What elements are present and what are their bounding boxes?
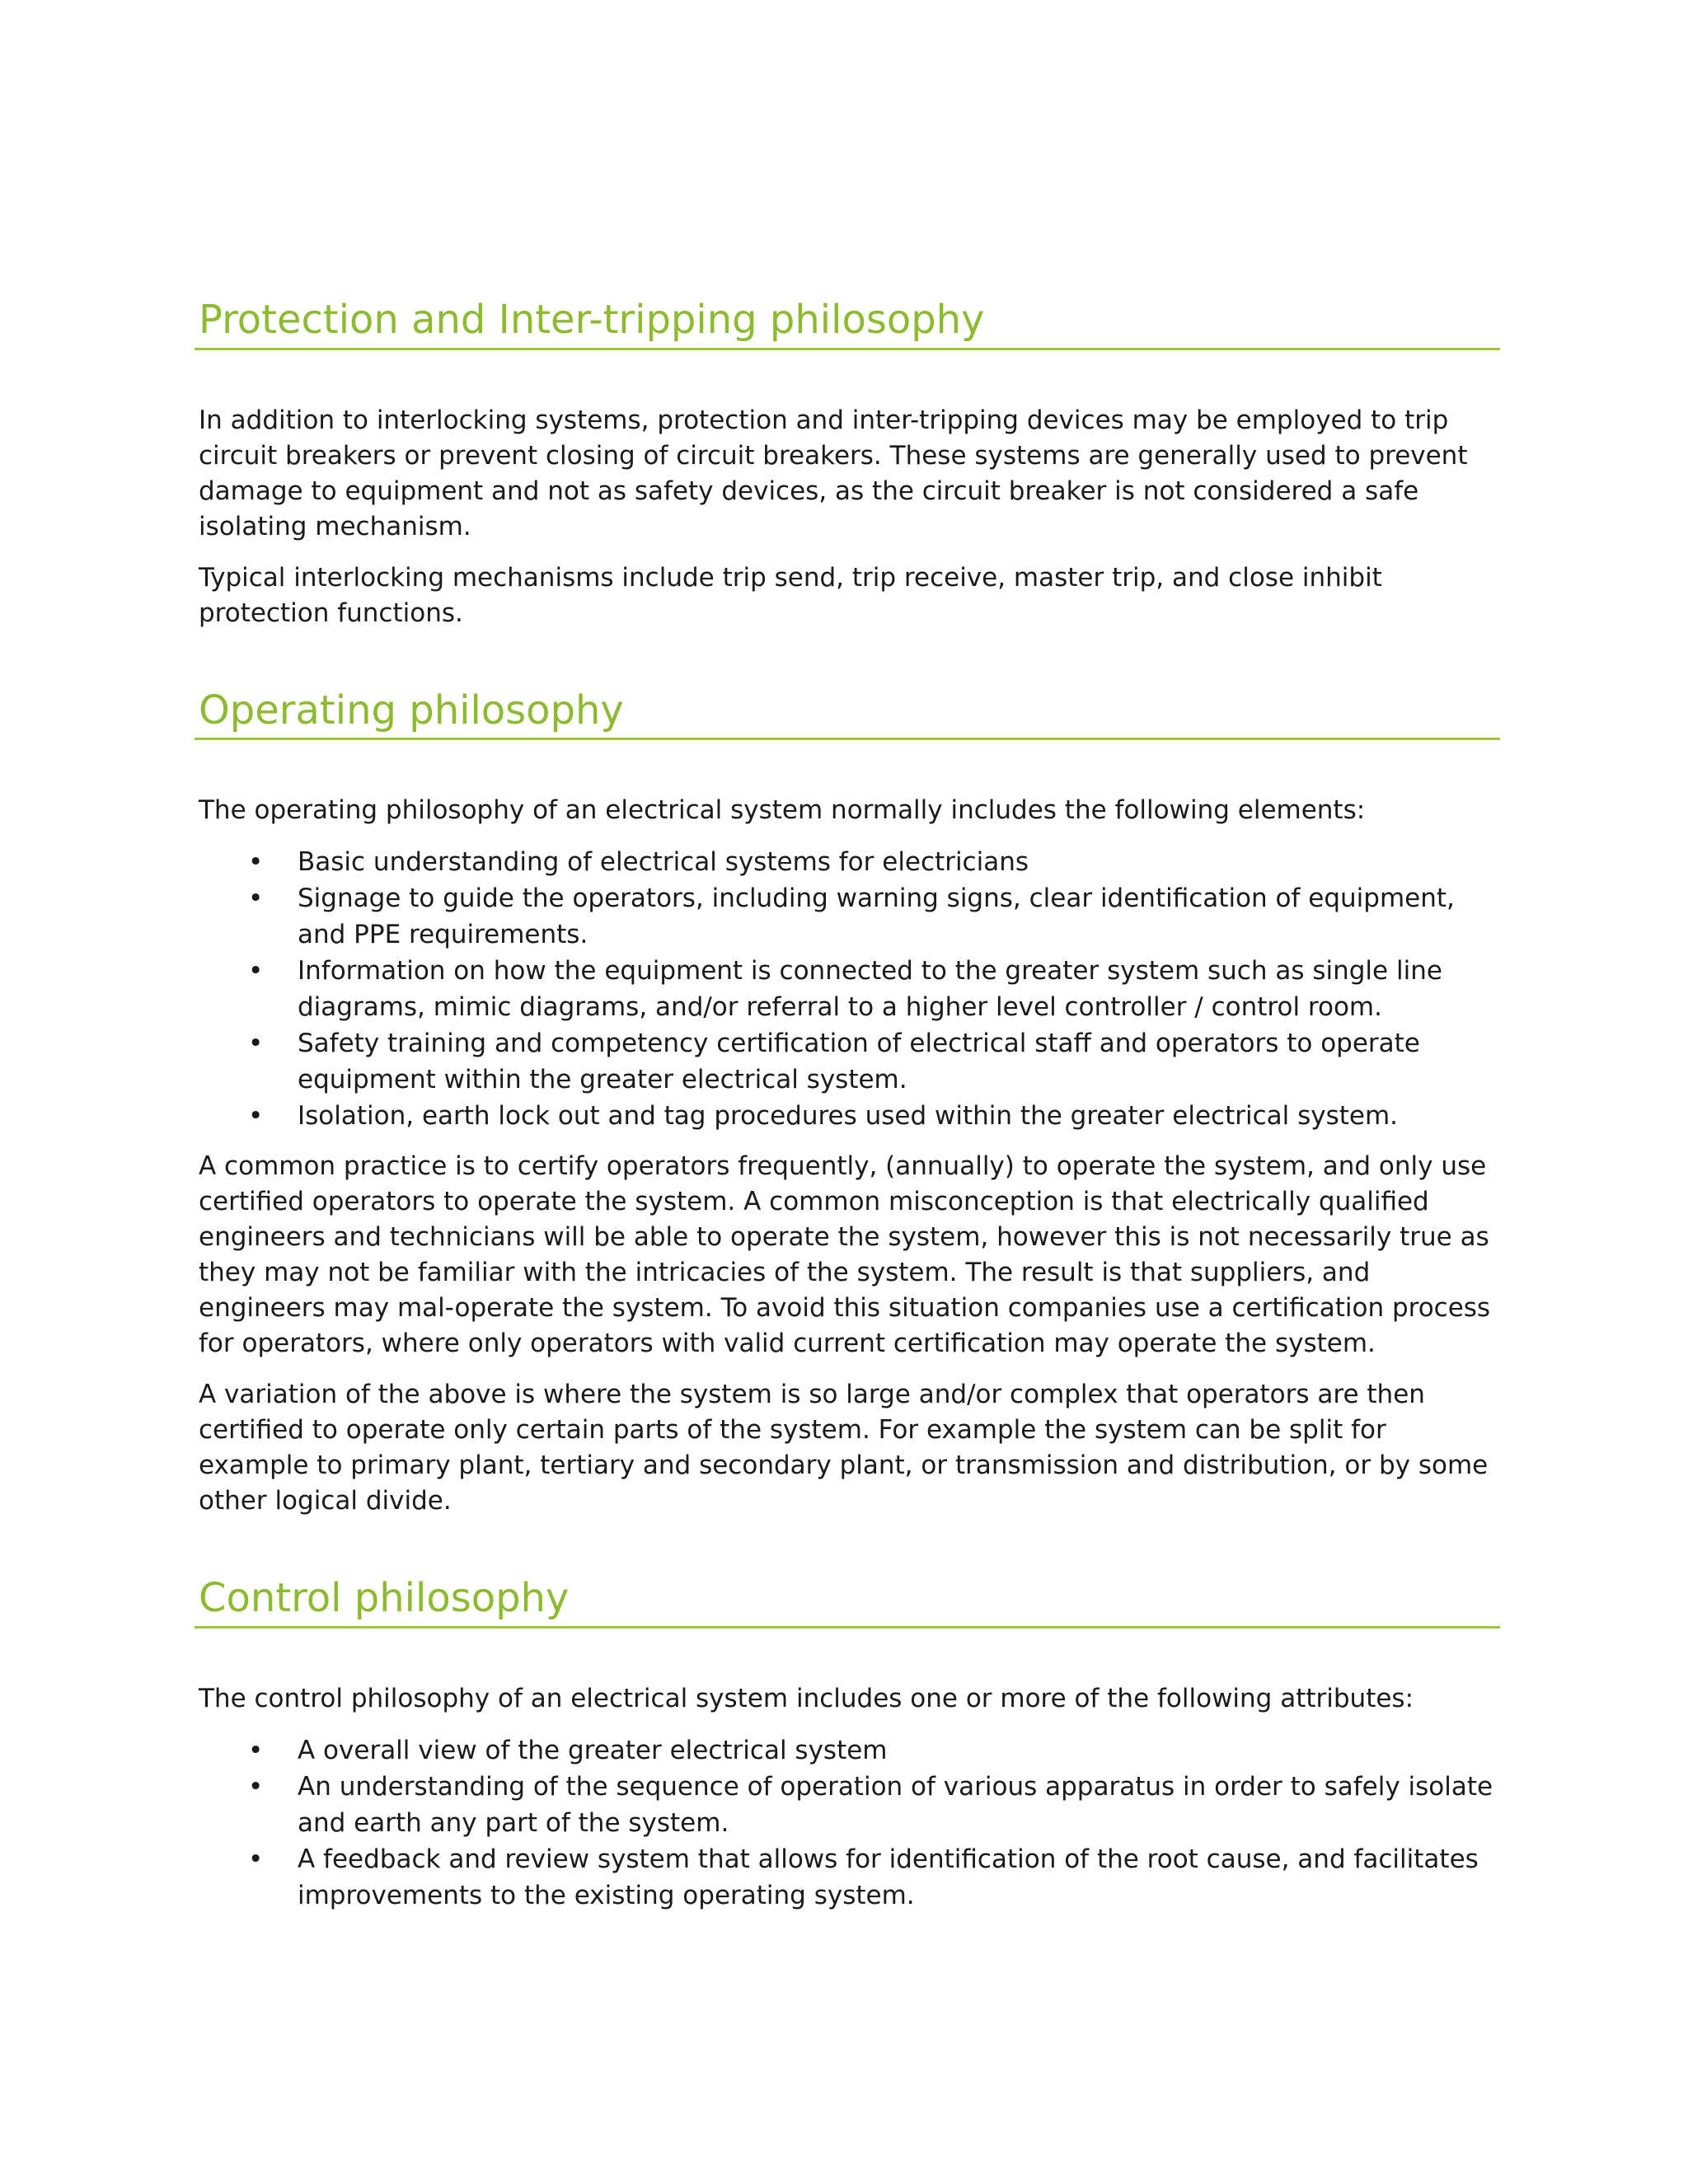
heading-underline <box>195 738 1500 740</box>
section-operating <box>199 687 1496 1520</box>
bullet-icon: • <box>248 956 264 987</box>
bullet-icon: • <box>248 1844 264 1874</box>
bullet-icon: • <box>248 1029 264 1059</box>
list-item <box>199 1841 1496 1914</box>
paragraph: In addition to interlocking systems, protection and inter-tripping devices may be employed to trip circuit breakers or prevent closing of circuit breakers. These systems are generally used to prevent damage to equipment and not as safety devices, as the circuit breaker is not considered a safe isolating mechanism. <box>199 405 1468 541</box>
list-item <box>199 1098 1496 1134</box>
bullet-list <box>199 1732 1496 1914</box>
section-protection <box>199 297 1496 631</box>
bullet-icon: • <box>248 1101 264 1132</box>
list-item-text: Information on how the equipment is connected to the greater system such as single line diagrams, mimic diagrams, and/or referral to a higher level controller / control room. <box>298 956 1442 1023</box>
bullet-icon: • <box>248 1771 264 1802</box>
list-item <box>199 880 1496 953</box>
section-intro: The control philosophy of an electrical system includes one or more of the following attributes: <box>199 1683 1414 1713</box>
bullet-icon: • <box>248 1735 264 1765</box>
section-control <box>199 1575 1496 1914</box>
list-item-text: An understanding of the sequence of operation of various apparatus in order to safely isolate and earth any part of the system. <box>298 1771 1493 1838</box>
paragraph: A variation of the above is where the system is so large and/or complex that operators are then certified to operate only certain parts of the system. For example the system can be split for example to primary plant, tertiary and secondary plant, or transmission and distribution, or by some other logical divide. <box>199 1380 1489 1516</box>
heading-underline <box>195 348 1500 350</box>
paragraph: A common practice is to certify operators frequently, (annually) to operate the system, and only use certified operators to operate the system. A common misconception is that electrically qualified engineers and technicians will be able to operate the system, however this is not necessarily true as they may not be familiar with the intricacies of the system. The result is that suppliers, and engineers may mal-operate the system. To avoid this situation companies use a certification process for operators, where only operators with valid current certification may operate the system. <box>199 1151 1491 1359</box>
list-item <box>199 1732 1496 1769</box>
section-intro: The operating philosophy of an electrical system normally includes the following elements: <box>199 795 1366 826</box>
section-heading: Operating philosophy <box>199 687 624 733</box>
document-body <box>199 297 1496 1929</box>
bullet-icon: • <box>248 847 264 878</box>
section-heading: Protection and Inter-tripping philosophy <box>199 297 985 343</box>
bullet-icon: • <box>248 883 264 914</box>
list-item-text: Basic understanding of electrical systems for electricians <box>298 847 1029 878</box>
list-item-text: Isolation, earth lock out and tag procedures used within the greater electrical system. <box>298 1101 1399 1132</box>
list-item-text: A overall view of the greater electrical system <box>298 1735 888 1765</box>
list-item <box>199 1025 1496 1098</box>
list-item-text: Signage to guide the operators, including warning signs, clear identification of equipment, and PPE requirements. <box>298 883 1455 950</box>
section-heading: Control philosophy <box>199 1575 570 1622</box>
list-item-text: A feedback and review system that allows for identification of the root cause, and facilitates improvements to the existing operating system. <box>298 1844 1479 1910</box>
list-item <box>199 1769 1496 1841</box>
bullet-list <box>199 844 1496 1134</box>
list-item <box>199 844 1496 880</box>
list-item-text: Safety training and competency certification of electrical staff and operators to operate equipment within the greater electrical system. <box>298 1029 1420 1095</box>
list-item <box>199 953 1496 1025</box>
heading-underline <box>195 1626 1500 1629</box>
paragraph: Typical interlocking mechanisms include trip send, trip receive, master trip, and close inhibit protection functions. <box>199 562 1382 628</box>
